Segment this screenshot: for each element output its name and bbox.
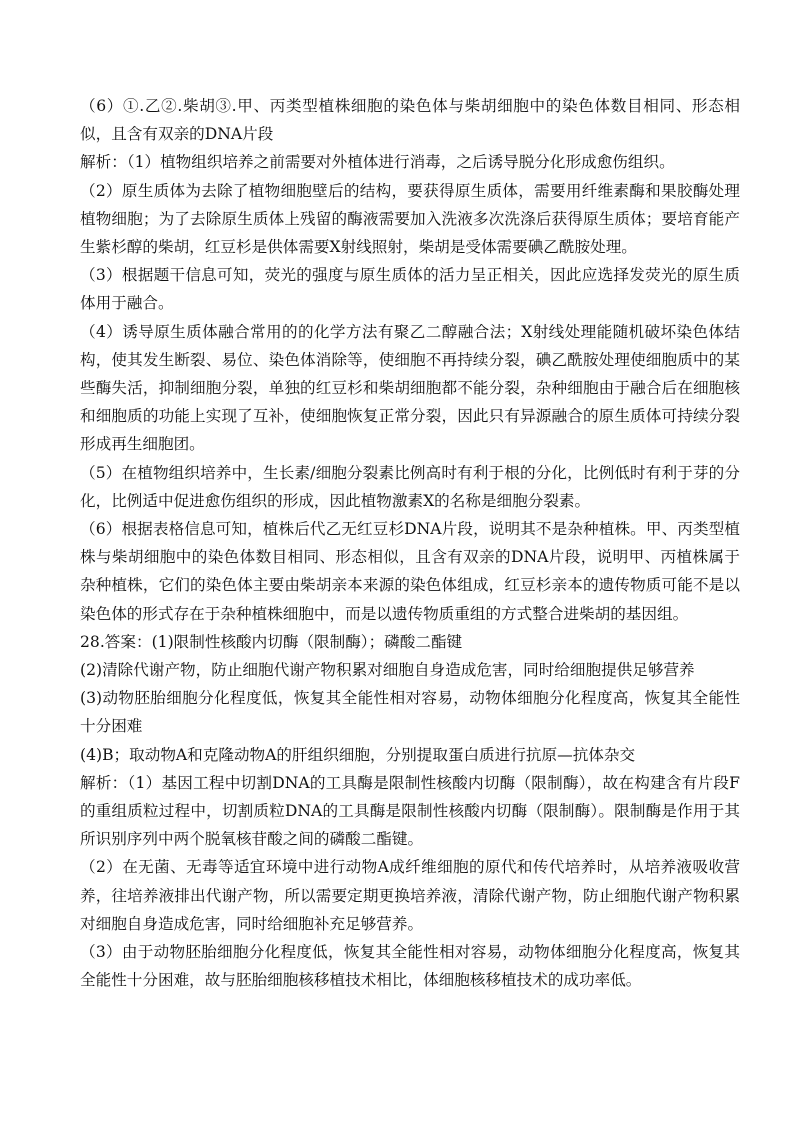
explanation-3: （3）根据题干信息可知，荧光的强度与原生质体的活力呈正相关，因此应选择发荧光的原生质体用于融合。 <box>80 266 740 313</box>
explanation-1: 解析：（1）植物组织培养之前需要对外植体进行消毒，之后诱导脱分化形成愈伤组织。 <box>80 153 675 172</box>
explanation-4: （4）诱导原生质体融合常用的的化学方法有聚乙二醇融合法；X射线处理能随机破坏染色体结构，使其发生断裂、易位、染色体消除等，使细胞不再持续分裂，碘乙酰胺处理使细胞质中的某些酶失活，抑制细胞分裂，单独的红豆杉和柴胡细胞都不能分裂，杂种细胞由于融合后在细胞核和细胞质的功能上实现了互补，使细胞恢复正常分裂，因此只有异源融合的原生质体可持续分裂形成再生细胞团。 <box>80 322 740 454</box>
answer-6-line: （6）①.乙②.柴胡③.甲、丙类型植株细胞的染色体与柴胡细胞中的染色体数目相同、形态相似，且含有双亲的DNA片段 <box>80 97 740 144</box>
question-28-explanation-1: 解析：（1）基因工程中切割DNA的工具酶是限制性核酸内切酶（限制酶），故在构建含有片段F的重组质粒过程中，切割质粒DNA的工具酶是限制性核酸内切酶（限制酶）。限制酶是作用于其所识别序列中两个脱氧核苷酸之间的磷酸二酯键。 <box>80 773 740 849</box>
explanation-5: （5）在植物组织培养中，生长素/细胞分裂素比例高时有利于根的分化，比例低时有利于芽的分化，比例适中促进愈伤组织的形成，因此植物激素X的名称是细胞分裂素。 <box>80 463 740 510</box>
question-28-answer-4: (4)B；取动物A和克隆动物A的肝组织细胞，分别提取蛋白质进行抗原—抗体杂交 <box>80 745 636 764</box>
question-28-answer-1: 28.答案：(1)限制性核酸内切酶（限制酶）；磷酸二酯键 <box>80 632 463 651</box>
question-28-answer-2: (2)清除代谢产物，防止细胞代谢产物积累对细胞自身造成危害，同时给细胞提供足够营养 <box>80 661 695 680</box>
question-28-explanation-2: （2）在无菌、无毒等适宜环境中进行动物A成纤维细胞的原代和传代培养时，从培养液吸收营养，往培养液排出代谢产物，所以需要定期更换培养液，清除代谢产物，防止细胞代谢产物积累对细胞自身造成危害，同时给细胞补充足够营养。 <box>80 858 740 933</box>
question-28-answer-3: (3)动物胚胎细胞分化程度低，恢复其全能性相对容易，动物体细胞分化程度高，恢复其全能性十分困难 <box>80 689 740 736</box>
explanation-2: （2）原生质体为去除了植物细胞壁后的结构，要获得原生质体，需要用纤维素酶和果胶酶处理植物细胞；为了去除原生质体上残留的酶液需要加入洗液多次洗涤后获得原生质体；要培育能产生紫杉醇的柴胡，红豆杉是供体需要X射线照射，柴胡是受体需要碘乙酰胺处理。 <box>80 181 740 257</box>
question-28-explanation-3: （3）由于动物胚胎细胞分化程度低，恢复其全能性相对容易，动物体细胞分化程度高，恢复其全能性十分困难，故与胚胎细胞核移植技术相比，体细胞核移植技术的成功率低。 <box>80 943 740 990</box>
document-page <box>80 92 740 995</box>
explanation-6: （6）根据表格信息可知，植株后代乙无红豆杉DNA片段，说明其不是杂种植株。甲、丙类型植株与柴胡细胞中的染色体数目相同、形态相似，且含有双亲的DNA片段，说明甲、丙植株属于杂种植株，它们的染色体主要由柴胡亲本来源的染色体组成，红豆杉亲本的遗传物质可能不是以染色体的形式存在于杂种植株细胞中，而是以遗传物质重组的方式整合进柴胡的基因组。 <box>80 520 740 623</box>
